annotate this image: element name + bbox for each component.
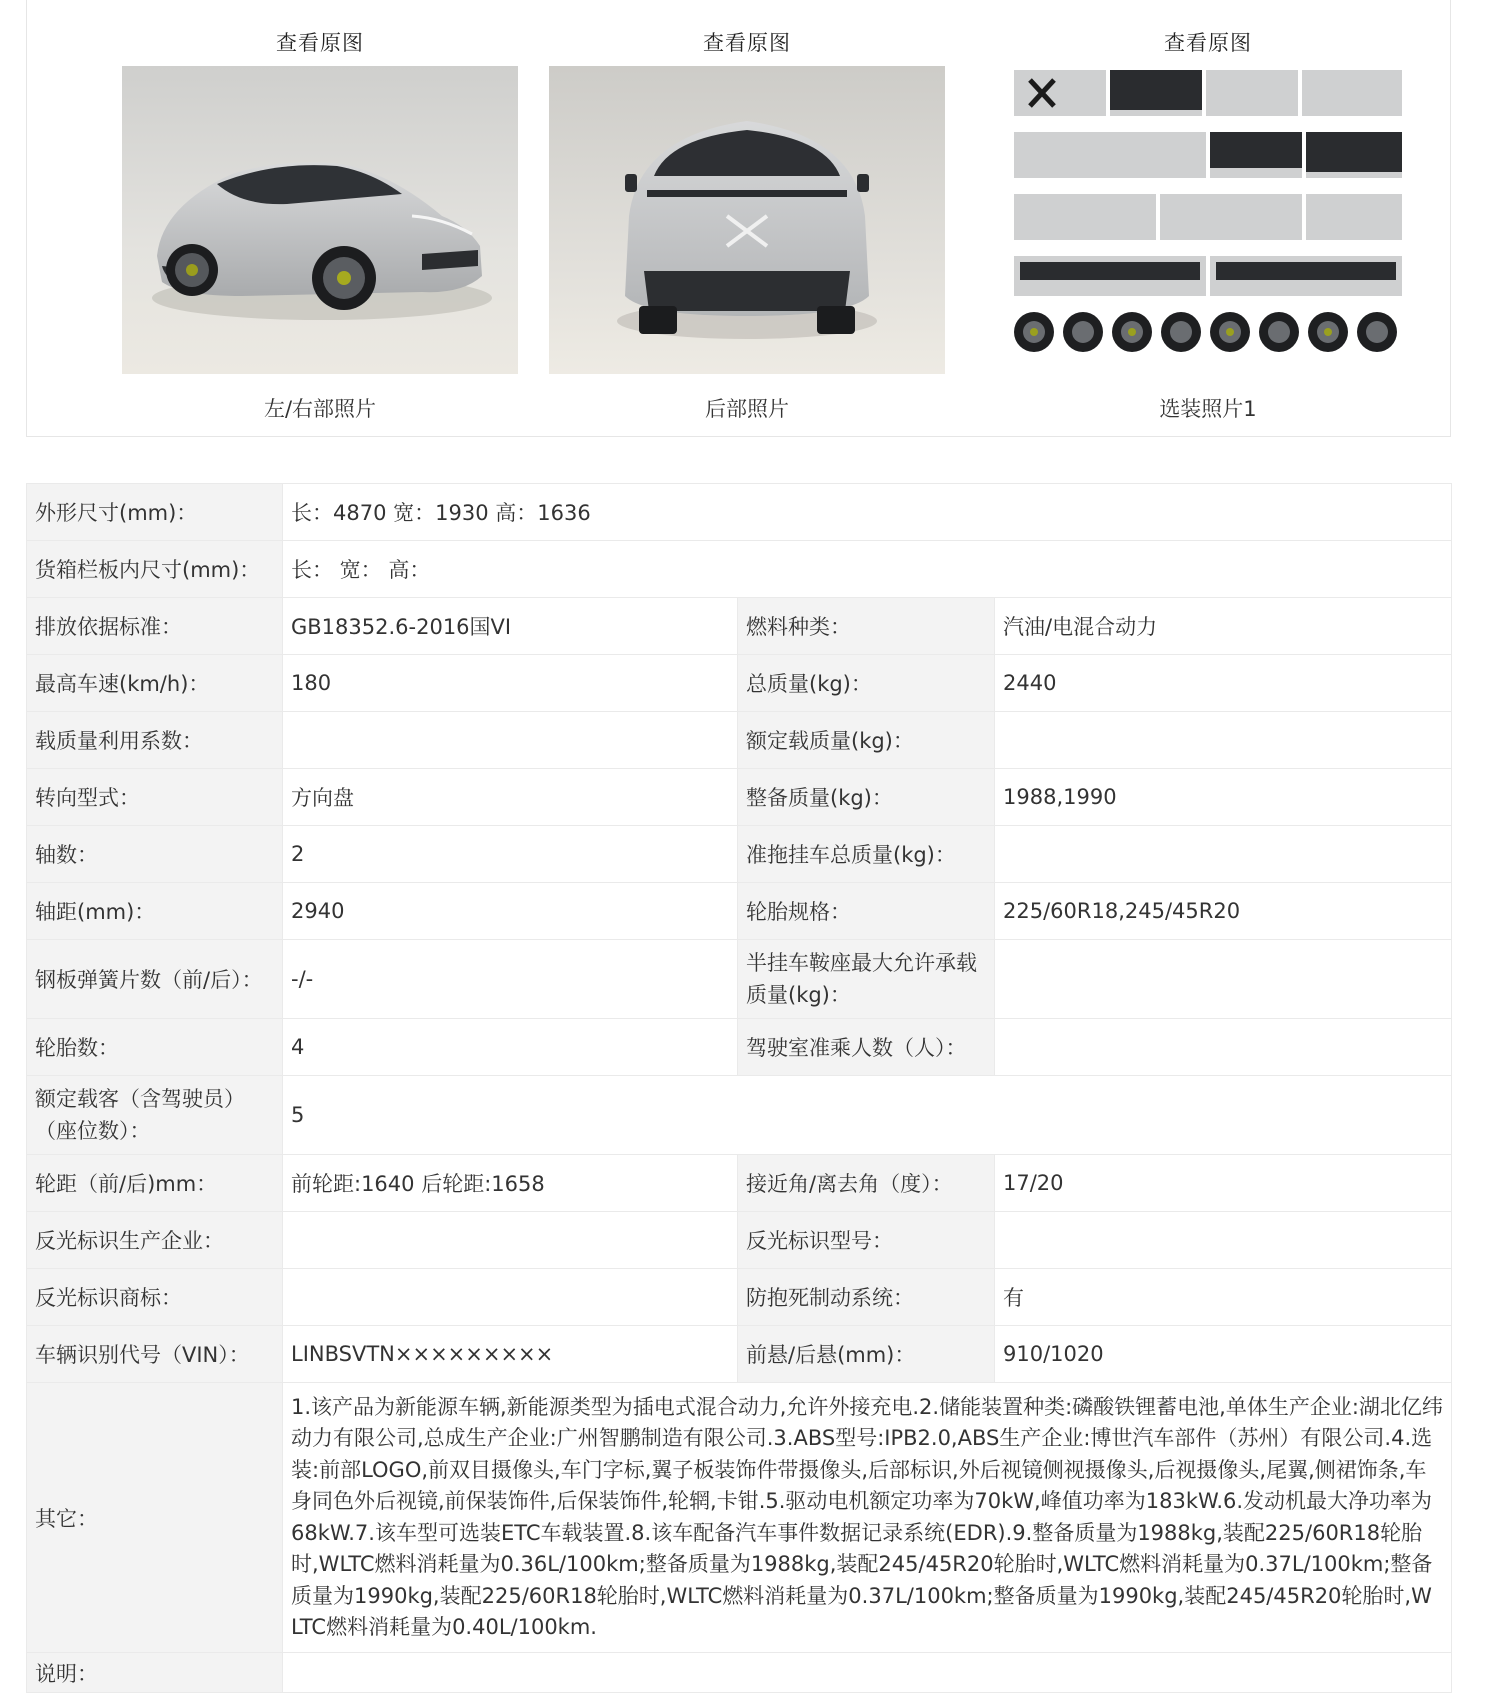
spec-value: 方向盘 — [283, 769, 738, 826]
spec-value: LINBSVTN××××××××× — [283, 1326, 738, 1383]
gallery-item-options — [1008, 0, 1408, 424]
spec-label: 驾驶室准乘人数（人）： — [738, 1019, 995, 1076]
passengers-value: 5 — [283, 1076, 1452, 1155]
side-photo-caption: 左/右部照片 — [263, 397, 377, 421]
spec-label: 转向型式： — [27, 769, 283, 826]
spec-label: 载质量利用系数： — [27, 712, 283, 769]
spec-label: 轮距（前/后)mm： — [27, 1155, 283, 1212]
spec-table — [26, 483, 1452, 1693]
view-original-link[interactable]: 查看原图 — [703, 31, 791, 55]
spec-label: 燃料种类： — [738, 598, 995, 655]
spec-row-other — [27, 1383, 1452, 1653]
spec-value: 2 — [283, 826, 738, 883]
cargo-value: 长： 宽： 高： — [283, 541, 1452, 598]
passengers-label: 额定载客（含驾驶员）（座位数）： — [27, 1076, 283, 1155]
spec-row-passengers — [27, 1076, 1452, 1155]
spec-value: 180 — [283, 655, 738, 712]
spec-value: 4 — [283, 1019, 738, 1076]
spec-value — [283, 712, 738, 769]
spec-row — [27, 1019, 1452, 1076]
spec-label: 轮胎数： — [27, 1019, 283, 1076]
spec-row — [27, 769, 1452, 826]
spec-value — [995, 712, 1452, 769]
note-value — [283, 1653, 1452, 1693]
spec-label: 整备质量(kg)： — [738, 769, 995, 826]
spec-value: 1988,1990 — [995, 769, 1452, 826]
spec-value — [283, 1212, 738, 1269]
spec-value: 910/1020 — [995, 1326, 1452, 1383]
spec-row-note — [27, 1653, 1452, 1693]
options-photo-caption: 选装照片1 — [1159, 397, 1257, 421]
spec-label: 钢板弹簧片数（前/后）： — [27, 940, 283, 1019]
spec-row — [27, 1269, 1452, 1326]
spec-value — [995, 940, 1452, 1019]
spec-label: 最高车速(km/h)： — [27, 655, 283, 712]
spec-row — [27, 883, 1452, 940]
spec-label: 接近角/离去角（度）： — [738, 1155, 995, 1212]
spec-value: -/- — [283, 940, 738, 1019]
options-photo[interactable] — [1010, 66, 1406, 374]
photo-gallery — [26, 0, 1451, 437]
spec-label: 排放依据标准： — [27, 598, 283, 655]
spec-label: 反光标识型号： — [738, 1212, 995, 1269]
spec-value: 有 — [995, 1269, 1452, 1326]
rear-photo-caption: 后部照片 — [705, 397, 789, 421]
spec-row — [27, 712, 1452, 769]
spec-row — [27, 1326, 1452, 1383]
gallery-item-side — [120, 0, 520, 424]
other-value: 1.该产品为新能源车辆,新能源类型为插电式混合动力,允许外接充电.2.储能装置种类:磷酸铁锂蓄电池,单体生产企业:湖北亿纬动力有限公司,总成生产企业:广州智鹏制造有限公司.3.ABS型号:IPB2.0,ABS生产企业:博世汽车部件（苏州）有限公司.4.选装:前部LOGO,前双目摄像头,车门字标,翼子板装饰件带摄像头,后部标识,外后视镜侧视摄像头,后视摄像头,尾翼,侧裙饰条,车身同色外后视镜,前保装饰件,后保装饰件,轮辋,卡钳.5.驱动电机额定功率为70kW,峰值功率为183kW.6.发动机最大净功率为68kW.7.该车型可选装ETC车载装置.8.该车配备汽车事件数据记录系统(EDR).9.整备质量为1988kg,装配225/60R18轮胎时,WLTC燃料消耗量为0.36L/100km;整备质量为1988kg,装配245/45R20轮胎时,WLTC燃料消耗量为0.37L/100km;整备质量为1990kg,装配225/60R18轮胎时,WLTC燃料消耗量为0.37L/100km;整备质量为1990kg,装配245/45R20轮胎时,WLTC燃料消耗量为0.40L/100km. — [283, 1383, 1452, 1653]
spec-value: GB18352.6-2016国VI — [283, 598, 738, 655]
view-original-link[interactable]: 查看原图 — [276, 31, 364, 55]
spec-value: 2940 — [283, 883, 738, 940]
spec-value: 225/60R18,245/45R20 — [995, 883, 1452, 940]
spec-label: 半挂车鞍座最大允许承载质量(kg)： — [738, 940, 995, 1019]
spec-label: 额定载质量(kg)： — [738, 712, 995, 769]
spec-label: 防抱死制动系统： — [738, 1269, 995, 1326]
dimensions-value: 长：4870 宽：1930 高：1636 — [283, 484, 1452, 541]
spec-value — [995, 1212, 1452, 1269]
spec-label: 反光标识商标： — [27, 1269, 283, 1326]
spec-label: 前悬/后悬(mm)： — [738, 1326, 995, 1383]
spec-row — [27, 1212, 1452, 1269]
spec-row — [27, 940, 1452, 1019]
view-original-link[interactable]: 查看原图 — [1164, 31, 1252, 55]
spec-row — [27, 655, 1452, 712]
spec-label: 轴数： — [27, 826, 283, 883]
spec-row — [27, 598, 1452, 655]
spec-label: 轮胎规格： — [738, 883, 995, 940]
spec-row — [27, 1155, 1452, 1212]
spec-label: 轴距(mm)： — [27, 883, 283, 940]
spec-label: 车辆识别代号（VIN）： — [27, 1326, 283, 1383]
side-photo[interactable] — [122, 66, 518, 374]
rear-photo[interactable] — [549, 66, 945, 374]
spec-row-cargo — [27, 541, 1452, 598]
spec-label: 总质量(kg)： — [738, 655, 995, 712]
spec-row-dimensions — [27, 484, 1452, 541]
cargo-label: 货箱栏板内尺寸(mm)： — [27, 541, 283, 598]
spec-value: 2440 — [995, 655, 1452, 712]
spec-value: 前轮距:1640 后轮距:1658 — [283, 1155, 738, 1212]
spec-value — [995, 826, 1452, 883]
spec-value — [283, 1269, 738, 1326]
dimensions-label: 外形尺寸(mm)： — [27, 484, 283, 541]
gallery-item-rear — [547, 0, 947, 424]
spec-value: 17/20 — [995, 1155, 1452, 1212]
other-label: 其它： — [27, 1383, 283, 1653]
spec-value: 汽油/电混合动力 — [995, 598, 1452, 655]
note-label: 说明： — [27, 1653, 283, 1693]
spec-row — [27, 826, 1452, 883]
spec-label: 反光标识生产企业： — [27, 1212, 283, 1269]
spec-label: 准拖挂车总质量(kg)： — [738, 826, 995, 883]
spec-value — [995, 1019, 1452, 1076]
